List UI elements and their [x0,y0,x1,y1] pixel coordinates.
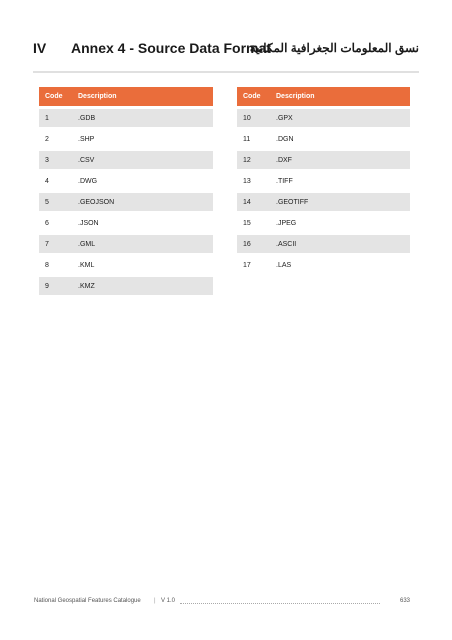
section-number: IV [33,40,47,56]
description-cell: .LAS [273,256,410,274]
code-cell: 11 [237,130,273,148]
format-table-left [39,84,213,298]
code-cell: 12 [237,151,273,169]
table-row [237,256,410,274]
page-number: 633 [399,598,410,604]
column-header-code: Code [39,87,75,106]
code-cell: 16 [237,235,273,253]
code-cell: 1 [39,109,75,127]
format-table-right [237,84,410,277]
page-footer [34,598,410,610]
table-row [39,277,213,295]
description-cell: .ASCII [273,235,410,253]
footer-dot-leader [180,603,380,604]
table-row [39,151,213,169]
column-header-description: Description [273,87,410,106]
description-cell: .JPEG [273,214,410,232]
table-row [39,193,213,211]
table-row [39,172,213,190]
description-cell: .DXF [273,151,410,169]
page-header [33,40,419,60]
table-row [237,130,410,148]
description-cell: .KMZ [75,277,213,295]
table-row [237,109,410,127]
table-row [39,109,213,127]
description-cell: .DWG [75,172,213,190]
description-cell: .GDB [75,109,213,127]
description-cell: .SHP [75,130,213,148]
code-cell: 14 [237,193,273,211]
code-cell: 17 [237,256,273,274]
table-row [237,193,410,211]
code-cell: 3 [39,151,75,169]
description-cell: .DGN [273,130,410,148]
description-cell: .GML [75,235,213,253]
footer-version: V 1.0 [161,598,176,604]
description-cell: .GEOTIFF [273,193,410,211]
table-row [237,235,410,253]
description-cell: .TIFF [273,172,410,190]
table-row [237,172,410,190]
footer-separator: | [154,598,156,604]
code-cell: 2 [39,130,75,148]
header-divider [33,71,419,73]
description-cell: .GPX [273,109,410,127]
code-cell: 4 [39,172,75,190]
table-header-row [39,87,213,106]
code-cell: 8 [39,256,75,274]
column-header-code: Code [237,87,273,106]
code-cell: 5 [39,193,75,211]
page-title-arabic: نسق المعلومات الجغرافية المكانية [249,41,419,55]
code-cell: 13 [237,172,273,190]
description-cell: .GEOJSON [75,193,213,211]
code-cell: 9 [39,277,75,295]
description-cell: .CSV [75,151,213,169]
code-cell: 15 [237,214,273,232]
table-row [39,235,213,253]
code-cell: 6 [39,214,75,232]
description-cell: .KML [75,256,213,274]
footer-title: National Geospatial Features Catalogue [34,598,141,604]
table-row [237,151,410,169]
table-row [39,256,213,274]
description-cell: .JSON [75,214,213,232]
table-row [39,130,213,148]
table-header-row [237,87,410,106]
column-header-description: Description [75,87,213,106]
code-cell: 7 [39,235,75,253]
page-title: Annex 4 - Source Data Format [71,40,271,56]
code-cell: 10 [237,109,273,127]
table-row [39,214,213,232]
table-row [237,214,410,232]
